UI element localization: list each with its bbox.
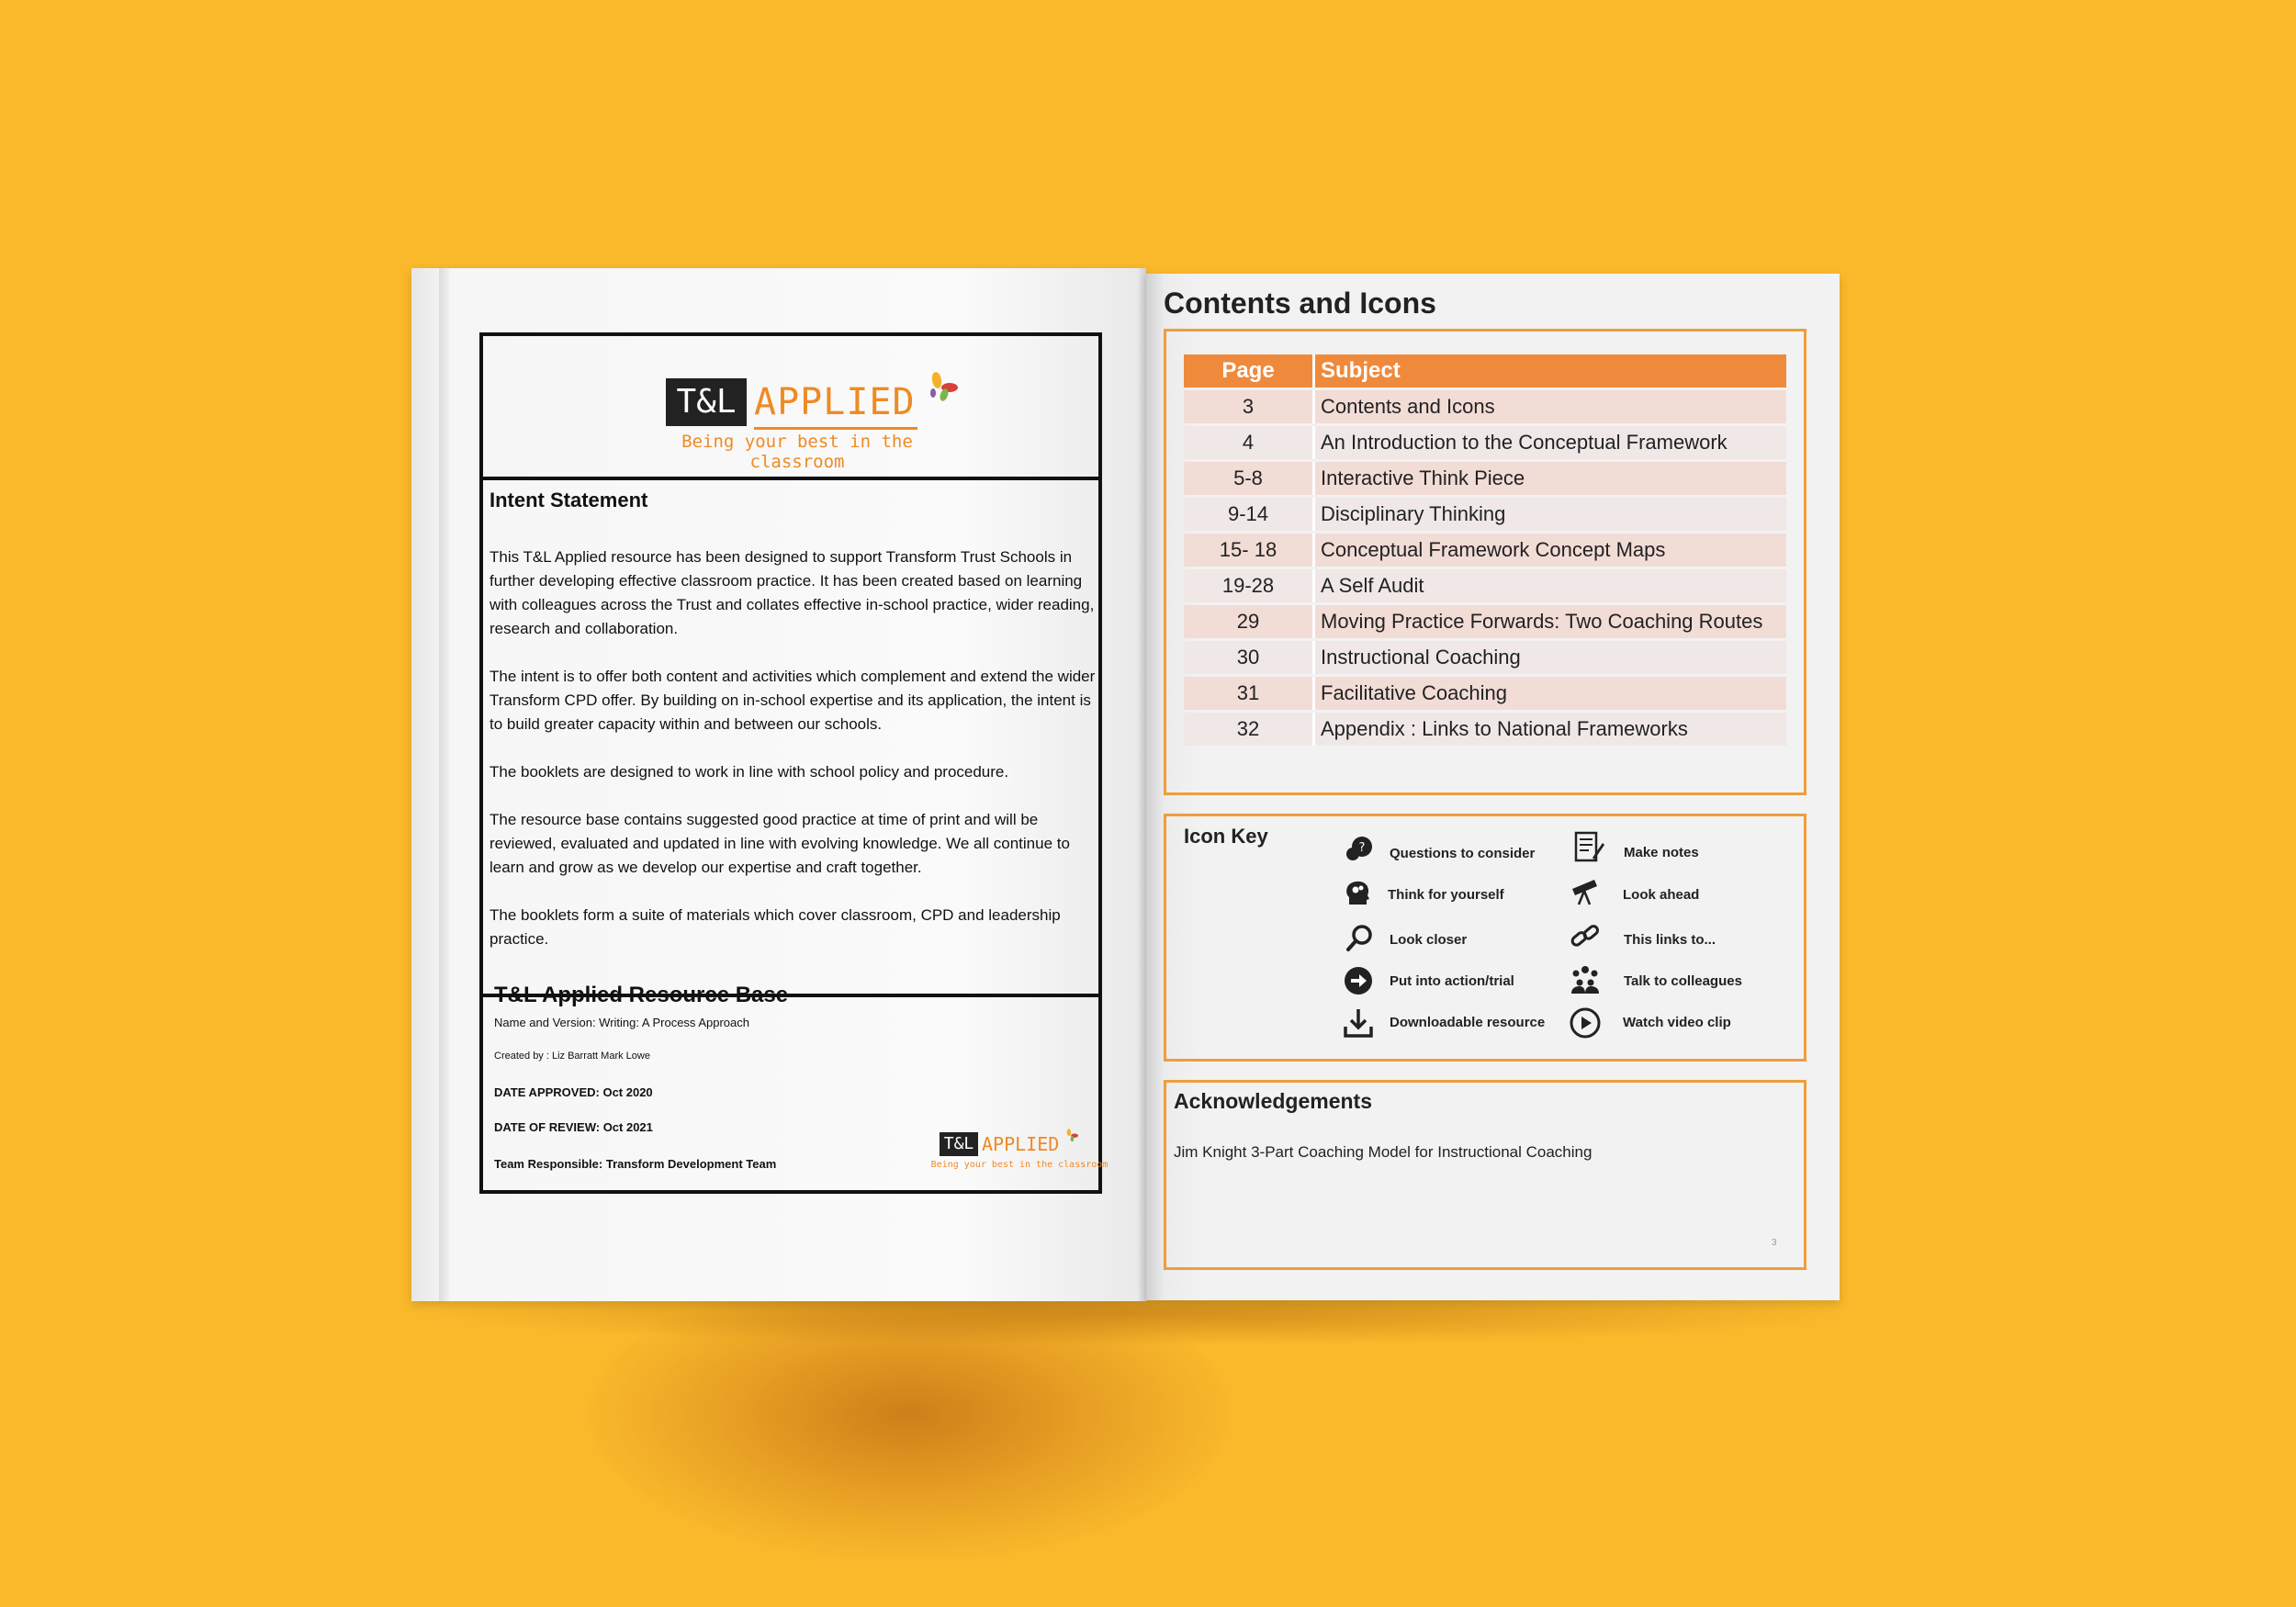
table-row: 9-14 Disciplinary Thinking (1184, 498, 1786, 531)
icon-label: Watch video clip (1623, 1015, 1731, 1030)
play-icon (1569, 1006, 1602, 1039)
intent-paragraph: The booklets are designed to work in line with school policy and procedure. (490, 763, 1009, 781)
intent-paragraph: The resource base contains suggested good practice at time of print and will be reviewed, evaluated and updated in line with evolving knowledge. We all continue to learn and grow as we develop our expertise and craft together. (490, 811, 1070, 876)
intent-paragraph: This T&L Applied resource has been designed to support Transform Trust Schools in further developing effective classroom practice. It has been created based on learning with colleagues across the Trust and collates effective in-school practice, wider reading, research and collaboration. (490, 548, 1095, 637)
intent-paragraph: The intent is to offer both content and activities which complement and extend the wider Transform CPD offer. By building on in-school expertise and its application, the intent is to build greater capacity within and between our schools. (490, 668, 1096, 733)
icon-label: Make notes (1624, 845, 1699, 860)
magnifier-icon (1344, 922, 1377, 955)
icon-key-title: Icon Key (1184, 825, 1268, 848)
questions-icon (1344, 832, 1377, 865)
icon-label: Talk to colleagues (1624, 973, 1742, 989)
logo-tagline: Being your best in the classroom (681, 432, 913, 472)
telescope-icon (1569, 874, 1602, 907)
logo-splash-icon (920, 367, 966, 413)
table-row: 32 Appendix : Links to National Frameworks (1184, 713, 1786, 746)
resource-base-title: T&L Applied Resource Base (494, 983, 789, 1007)
icon-label: Questions to consider (1390, 846, 1536, 861)
icon-label: Look ahead (1623, 887, 1700, 903)
table-row: 29 Moving Practice Forwards: Two Coaching Routes (1184, 605, 1786, 638)
date-approved: DATE APPROVED: Oct 2020 (494, 1085, 653, 1099)
contents-table (1184, 352, 1786, 748)
logo-splash-icon (1062, 1127, 1082, 1147)
table-row: 31 Facilitative Coaching (1184, 677, 1786, 710)
date-review: DATE OF REVIEW: Oct 2021 (494, 1120, 653, 1134)
icon-label: Downloadable resource (1390, 1015, 1546, 1030)
icon-label: Look closer (1390, 932, 1468, 948)
logo-applied: APPLIED (754, 381, 916, 423)
icon-label: This links to... (1624, 932, 1716, 948)
brand-logo (666, 378, 960, 472)
icon-label: Put into action/trial (1390, 973, 1514, 989)
divider-top (479, 477, 1102, 480)
table-row: 30 Instructional Coaching (1184, 641, 1786, 674)
think-head-icon (1342, 877, 1375, 910)
acknowledgements-text: Jim Knight 3-Part Coaching Model for Instructional Coaching (1174, 1143, 1593, 1161)
people-icon (1569, 962, 1602, 995)
page-number: 3 (1772, 1238, 1777, 1248)
page-title: Contents and Icons (1164, 287, 1436, 320)
table-row: 19-28 A Self Audit (1184, 569, 1786, 602)
table-row: 15- 18 Conceptual Framework Concept Maps (1184, 534, 1786, 567)
toc-header-page: Page (1184, 354, 1315, 388)
brand-logo-small: T&L APPLIED Being your best in the classroom (940, 1132, 1105, 1178)
svg-text:?: ? (1358, 841, 1366, 855)
notes-icon (1572, 830, 1605, 863)
arrow-circle-icon (1342, 964, 1375, 997)
logo-tl: T&L (666, 378, 747, 426)
table-row: 5-8 Interactive Think Piece (1184, 462, 1786, 495)
team-responsible: Team Responsible: Transform Development Team (494, 1157, 777, 1171)
table-row: 3 Contents and Icons (1184, 390, 1786, 423)
created-by: Created by : Liz Barratt Mark Lowe (494, 1051, 650, 1062)
acknowledgements-title: Acknowledgements (1174, 1089, 1372, 1113)
icon-label: Think for yourself (1388, 887, 1504, 903)
link-icon (1569, 920, 1602, 953)
download-icon (1342, 1006, 1375, 1039)
intent-title: Intent Statement (490, 489, 648, 511)
toc-header-subject: Subject (1315, 354, 1786, 388)
name-version: Name and Version: Writing: A Process Approach (494, 1016, 749, 1029)
intent-paragraph: The booklets form a suite of materials which cover classroom, CPD and leadership practice. (490, 906, 1061, 948)
table-row: 4 An Introduction to the Conceptual Framework (1184, 426, 1786, 459)
